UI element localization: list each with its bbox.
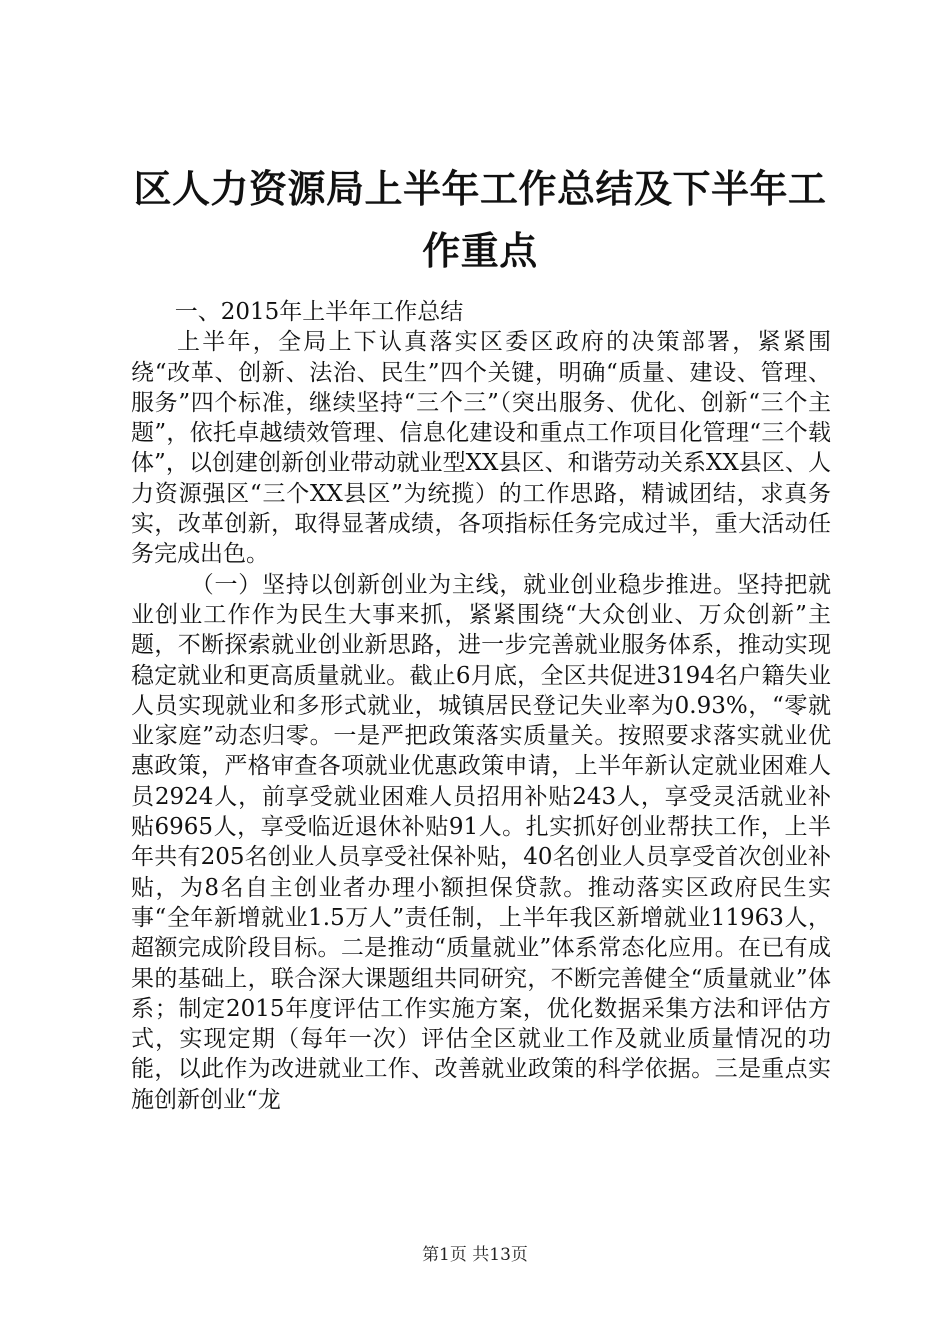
document-title: 区人力资源局上半年工作总结及下半年工作重点: [133, 166, 827, 273]
section-heading: 一、2015年上半年工作总结: [174, 299, 464, 325]
paragraph-summary: 上半年，全局上下认真落实区委区政府的决策部署，紧紧围绕“改革、创新、法治、民生”四个关键，明确“质量、建设、管理、服务”四个标准，继续坚持“三个三”（突出服务、优化、创新“三个主题”，依托卓越绩效管理、信息化建设和重点工作项目化管理“三个载体”，以创建创新创业带动就业型XX县区、和谐劳动关系XX县区、人力资源强区“三个XX县区”为统揽）的工作思路，精诚团结，求真务实，改革创新，取得显著成绩，各项指标任务完成过半，重大活动任务完成出色。: [131, 329, 831, 568]
document-body: [131, 297, 831, 1115]
paragraph-employment: （一）坚持以创新创业为主线，就业创业稳步推进。坚持把就业创业工作作为民生大事来抓，紧紧围绕“大众创业、万众创新”主题，不断探索就业创业新思路，进一步完善就业服务体系，推动实现稳定就业和更高质量就业。截止6月底，全区共促进3194名户籍失业人员实现就业和多形式就业，城镇居民登记失业率为0.93%，“零就业家庭”动态归零。一是严把政策落实质量关。按照要求落实就业优惠政策，严格审查各项就业优惠政策申请，上半年新认定就业困难人员2924人，前享受就业困难人员招用补贴243人，享受灵活就业补贴6965人，享受临近退休补贴91人。扎实抓好创业帮扶工作，上半年共有205名创业人员享受社保补贴，40名创业人员享受首次创业补贴，为8名自主创业者办理小额担保贷款。推动落实区政府民生实事“全年新增就业1.5万人”责任制，上半年我区新增就业11963人，超额完成阶段目标。二是推动“质量就业”体系常态化应用。在已有成果的基础上，联合深大课题组共同研究，不断完善健全“质量就业”体系；制定2015年度评估工作实施方案，优化数据采集方法和评估方式，实现定期（每年一次）评估全区就业工作及就业质量情况的功能，以此作为改进就业工作、改善就业政策的科学依据。三是重点实施创新创业“龙: [131, 571, 831, 1113]
page-number: 第1页 共13页: [422, 1245, 528, 1265]
